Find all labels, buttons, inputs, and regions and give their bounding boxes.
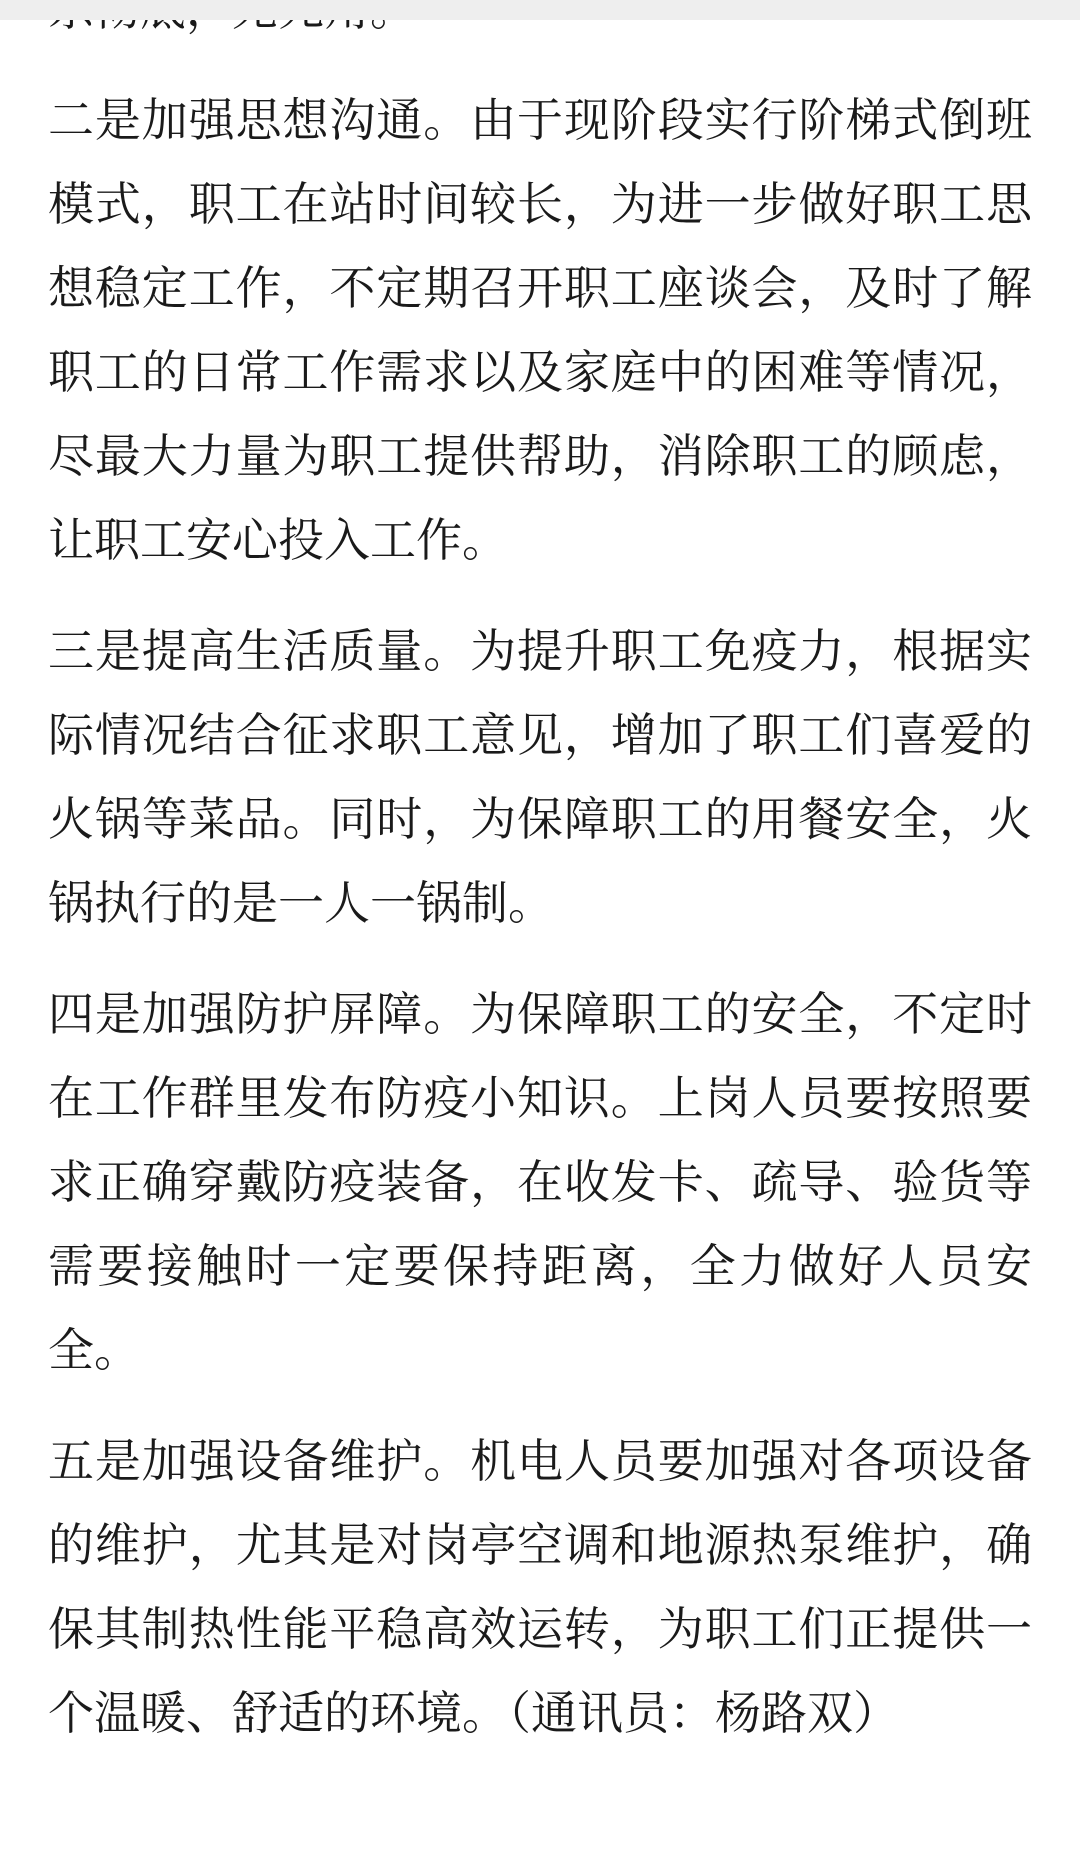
paragraph-protection: 四是加强防护屏障。为保障职工的安全，不定时在工作群里发布防疫小知识。上岗人员要按照要求正确穿戴防疫装备，在收发卡、疏导、验货等需要接触时一定要保持距离，全力做好人员安全。 xyxy=(48,987,1032,1377)
top-status-bar xyxy=(0,0,1080,20)
article-body xyxy=(48,0,1032,1755)
paragraph-communication: 二是加强思想沟通。由于现阶段实行阶梯式倒班模式，职工在站时间较长，为进一步做好职工思想稳定工作，不定期召开职工座谈会，及时了解职工的日常工作需求以及家庭中的困难等情况，尽最大力量为职工提供帮助，消除职工的顾虑，让职工安心投入工作。 xyxy=(48,93,1032,567)
paragraph-quality-of-life: 三是提高生活质量。为提升职工免疫力，根据实际情况结合征求职工意见，增加了职工们喜爱的火锅等菜品。同时，为保障职工的用餐安全，火锅执行的是一人一锅制。 xyxy=(48,624,1032,930)
paragraph-equipment-maintenance: 五是加强设备维护。机电人员要加强对各项设备的维护，尤其是对岗亭空调和地源热泵维护，确保其制热性能平稳高效运转，为职工们正提供一个温暖、舒适的环境。（通讯员：杨路双） xyxy=(48,1434,1032,1740)
